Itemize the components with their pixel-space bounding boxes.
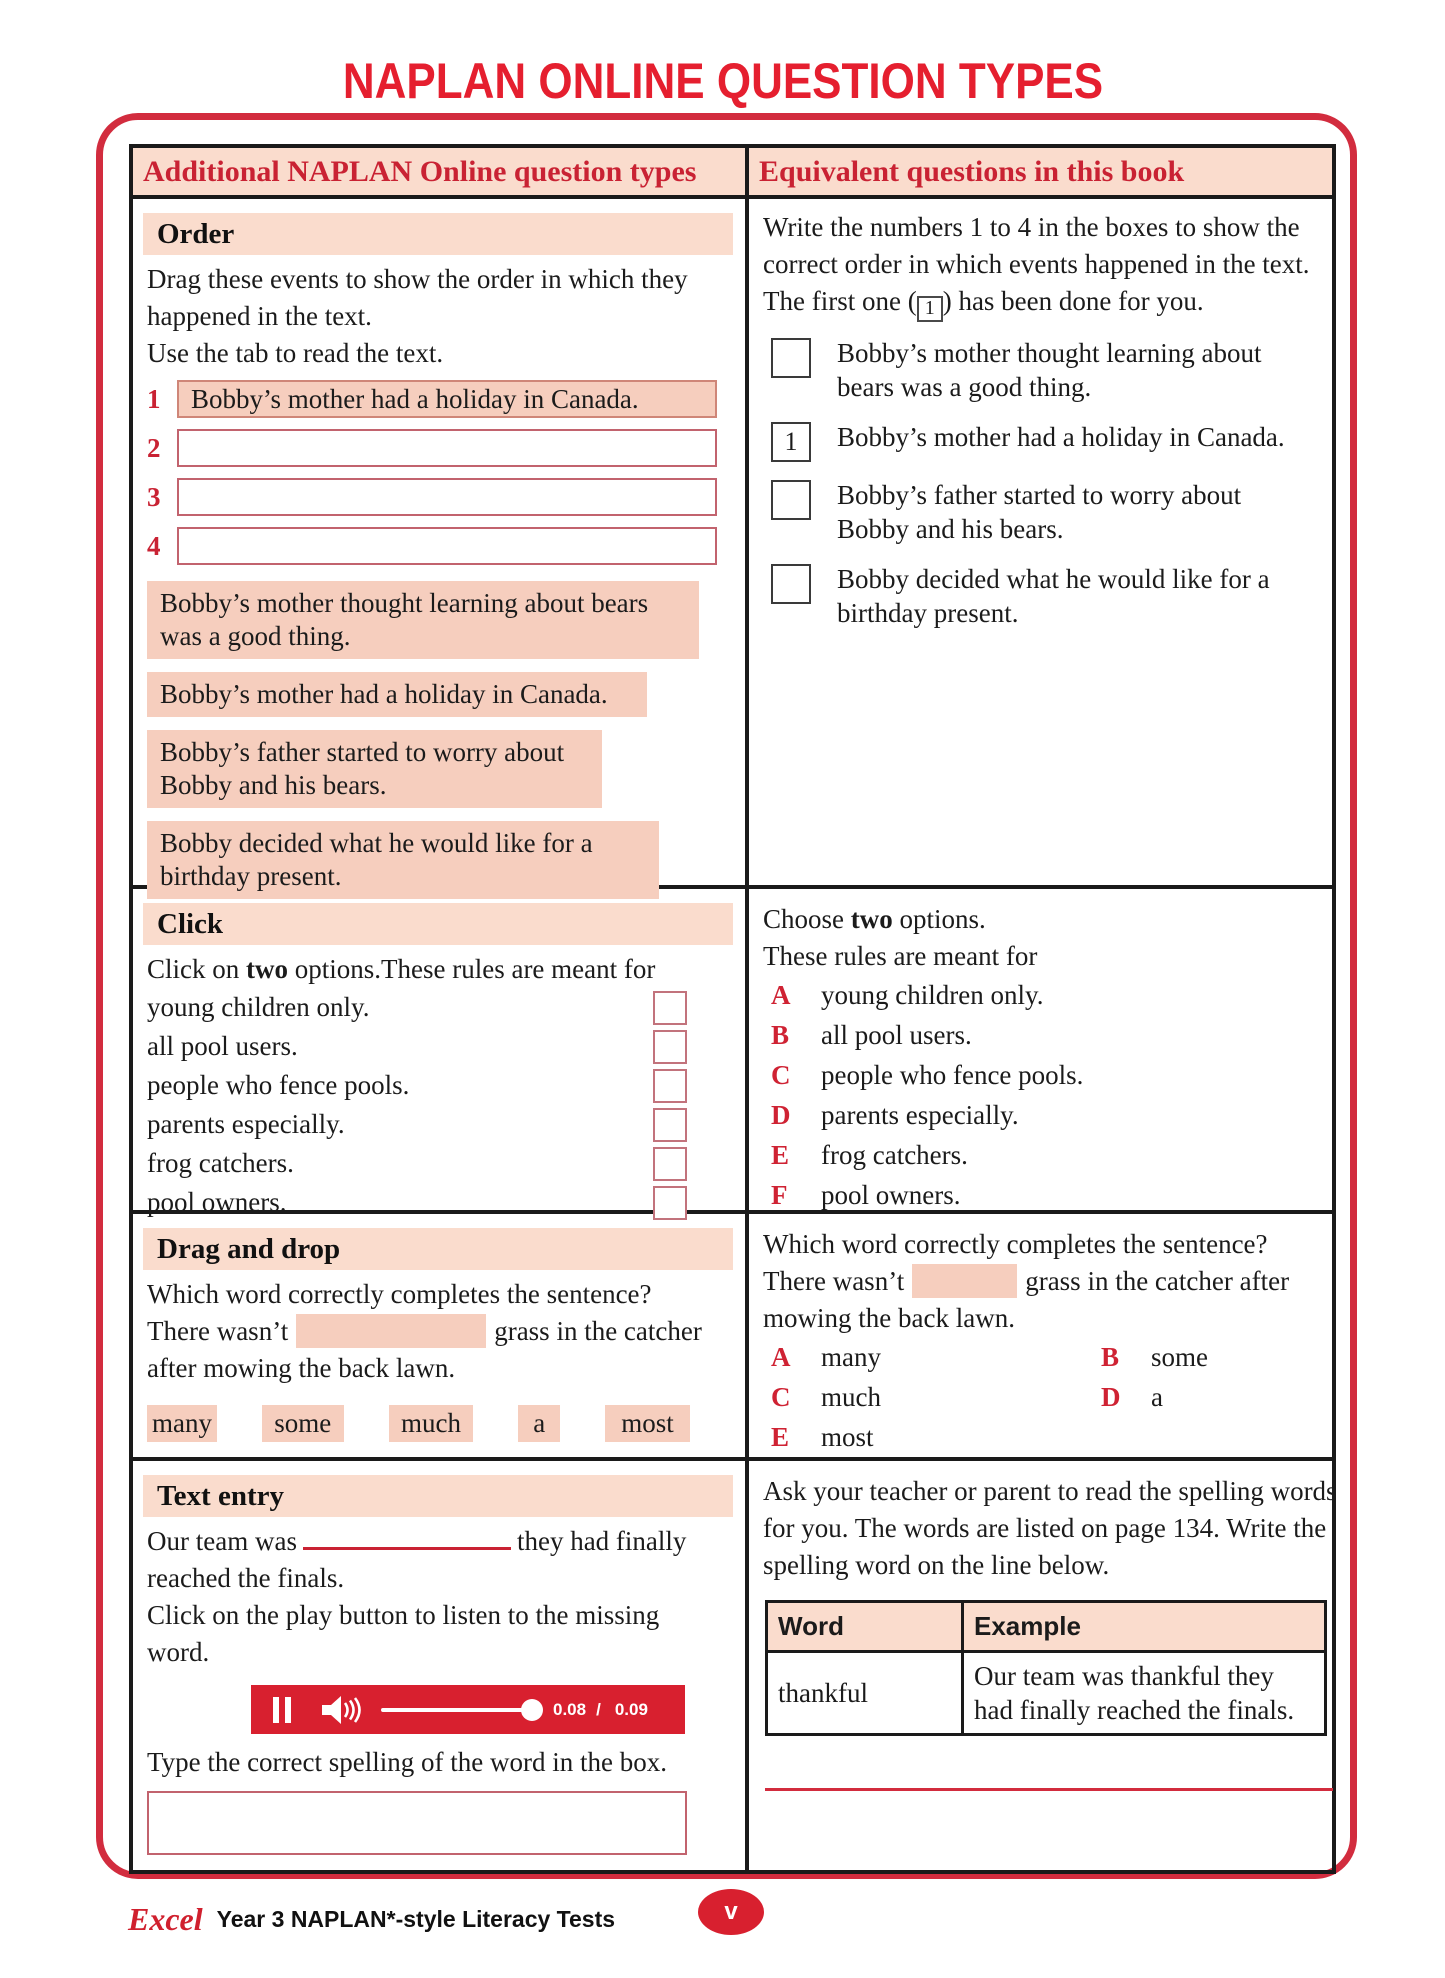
mc-option: C much	[771, 1381, 881, 1412]
section-label-order: Order	[143, 213, 733, 255]
example-cell: Our team was thankful they had finally reached the finals.	[961, 1653, 1324, 1733]
time-total: 0.09	[614, 1699, 648, 1719]
click-book-line2: These rules are meant for	[763, 941, 1038, 971]
order-book-item: Bobby’s father started to worry about Bobby and his bears.	[771, 478, 1322, 546]
textentry-book-cell	[745, 1461, 1358, 1870]
page-footer	[128, 1898, 1445, 1938]
click-option-row: parents especially.	[147, 1105, 687, 1144]
textentry-sentence: Our team was they had finally reached the finals.	[147, 1526, 687, 1593]
drag-tile[interactable]: Bobby’s father started to worry about Bobby and his bears.	[147, 730, 602, 808]
word-example-header-row	[768, 1603, 1324, 1650]
pause-button[interactable]	[273, 1697, 297, 1723]
click-option-row: people who fence pools.	[147, 1066, 687, 1105]
mc-option: B some	[1101, 1341, 1208, 1372]
textentry-online-cell	[133, 1461, 745, 1870]
dragdrop-book-cell	[745, 1214, 1358, 1463]
order-slot-row	[147, 527, 735, 565]
click-book-cell	[745, 889, 1332, 1228]
word-example-table	[765, 1600, 1327, 1736]
section-label-click: Click	[143, 903, 733, 945]
word-tile[interactable]: most	[605, 1405, 690, 1442]
checkbox[interactable]	[653, 1030, 687, 1064]
dragdrop-question: Which word correctly completes the sentence?	[147, 1279, 652, 1309]
drag-tile[interactable]: Bobby decided what he would like for a birthday present.	[147, 821, 659, 899]
click-online-cell	[133, 889, 745, 1228]
order-book-item: 1 Bobby’s mother had a holiday in Canada.	[771, 420, 1322, 462]
mc-option: F pool owners.	[771, 1179, 961, 1210]
order-online-cell	[133, 199, 745, 918]
left-column-header: Additional NAPLAN Online question types	[133, 148, 745, 195]
order-instruction-1: Drag these events to show the order in which they happened in the text.	[147, 264, 688, 331]
section-label-text-entry: Text entry	[143, 1475, 733, 1517]
word-cell: thankful	[778, 1678, 868, 1708]
order-slot-row	[147, 478, 735, 516]
order-book-items	[763, 336, 1322, 630]
checkbox[interactable]	[653, 1147, 687, 1181]
order-slot-row	[147, 429, 735, 467]
answer-box[interactable]	[771, 564, 811, 604]
checkbox[interactable]	[653, 991, 687, 1025]
textentry-play-instruction: Click on the play button to listen to the missing word.	[147, 1600, 660, 1667]
red-frame	[96, 113, 1357, 1879]
word-tiles	[147, 1405, 735, 1442]
right-column-header: Equivalent questions in this book	[749, 148, 1332, 195]
textentry-book-instruction: Ask your teacher or parent to read the spelling words for you. The words are listed on page 134. Write the spelling word on the line below.	[763, 1476, 1337, 1580]
question-types-table	[129, 144, 1336, 1874]
dragdrop-online-cell	[133, 1214, 745, 1463]
audio-player	[251, 1685, 685, 1734]
click-option-row: all pool users.	[147, 1027, 687, 1066]
slot-number: 4	[147, 530, 161, 561]
brand-logo: Excel	[128, 1901, 203, 1937]
click-book-line1: Choose two options.	[763, 904, 986, 934]
word-header: Word	[768, 1603, 961, 1650]
order-book-instruction: Write the numbers 1 to 4 in the boxes to show the correct order in which events happened in the text.	[763, 212, 1310, 279]
drag-tile[interactable]: Bobby’s mother thought learning about bears was a good thing.	[147, 581, 699, 659]
example-header: Example	[961, 1603, 1324, 1650]
order-drop-slot-4[interactable]	[177, 527, 717, 565]
progress-knob[interactable]	[521, 1699, 543, 1721]
section-label-drag-drop: Drag and drop	[143, 1228, 733, 1270]
dragdrop-book-sentence: There wasn’t grass in the catcher after mowing the back lawn.	[763, 1266, 1290, 1333]
slot-number: 2	[147, 432, 161, 463]
mc-option: A young children only.	[771, 979, 1044, 1010]
word-tile[interactable]: many	[147, 1405, 217, 1442]
mc-option: D parents especially.	[771, 1099, 1019, 1130]
drag-tile[interactable]: Bobby’s mother had a holiday in Canada.	[147, 672, 647, 717]
checkbox[interactable]	[653, 1108, 687, 1142]
footer-title: Year 3 NAPLAN*-style Literacy Tests	[216, 1906, 616, 1932]
order-book-example-line: The first one ( 1 ) has been done for you.	[763, 283, 1322, 322]
page-title: NAPLAN ONLINE QUESTION TYPES	[342, 53, 1103, 109]
progress-track[interactable]	[381, 1708, 539, 1712]
answer-box[interactable]	[771, 480, 811, 520]
page-number-badge: v	[698, 1889, 764, 1935]
spelling-input-box[interactable]	[147, 1791, 687, 1855]
click-instruction: Click on two options.These rules are meant for	[147, 954, 656, 984]
time-current: 0.08	[553, 1699, 587, 1719]
order-slot-row	[147, 380, 735, 418]
section-text-entry	[133, 1457, 1337, 1870]
section-drag-drop	[133, 1210, 1332, 1457]
mc-option: D a	[1101, 1381, 1163, 1412]
section-click	[133, 885, 1332, 1217]
click-option-row: pool owners.	[147, 1183, 687, 1222]
order-book-item: Bobby’s mother thought learning about bears was a good thing.	[771, 336, 1322, 404]
word-tile[interactable]: much	[389, 1405, 474, 1442]
mc-option: C people who fence pools.	[771, 1059, 1084, 1090]
missing-word-line	[303, 1526, 511, 1550]
word-tile[interactable]: a	[518, 1405, 560, 1442]
answer-box[interactable]	[771, 338, 811, 378]
slot-number: 1	[147, 383, 161, 414]
answer-box[interactable]: 1	[771, 422, 811, 462]
mc-option: E frog catchers.	[771, 1139, 968, 1170]
click-option-row: young children only.	[147, 988, 687, 1027]
answer-blank	[912, 1264, 1017, 1298]
checkbox[interactable]	[653, 1069, 687, 1103]
order-book-cell	[745, 199, 1332, 918]
order-drag-tiles	[141, 581, 735, 899]
section-order	[133, 195, 1332, 891]
order-drop-slot-3[interactable]	[177, 478, 717, 516]
dragdrop-book-question: Which word correctly completes the sentence?	[763, 1229, 1268, 1259]
order-drop-slot-1[interactable]: Bobby’s mother had a holiday in Canada.	[177, 380, 717, 418]
word-tile[interactable]: some	[262, 1405, 344, 1442]
textentry-type-instruction: Type the correct spelling of the word in the box.	[147, 1747, 667, 1777]
click-option-row: frog catchers.	[147, 1144, 687, 1183]
mc-option: B all pool users.	[771, 1019, 972, 1050]
word-example-row	[768, 1650, 1324, 1733]
mc-option: E most	[771, 1421, 874, 1452]
drop-blank[interactable]	[296, 1314, 486, 1348]
writing-line[interactable]	[765, 1788, 1333, 1791]
mc-option: A many	[771, 1341, 881, 1372]
table-header-row	[133, 148, 1332, 195]
time-separator: /	[596, 1699, 601, 1719]
slot-number: 3	[147, 481, 161, 512]
speaker-icon[interactable]	[321, 1695, 365, 1725]
example-number-box: 1	[917, 296, 943, 322]
order-book-item: Bobby decided what he would like for a birthday present.	[771, 562, 1322, 630]
mc-option-grid	[763, 1337, 1348, 1457]
order-drop-slot-2[interactable]	[177, 429, 717, 467]
order-instruction-2: Use the tab to read the text.	[147, 338, 444, 368]
dragdrop-sentence: There wasn’t grass in the catcher after mowing the back lawn.	[147, 1316, 702, 1383]
